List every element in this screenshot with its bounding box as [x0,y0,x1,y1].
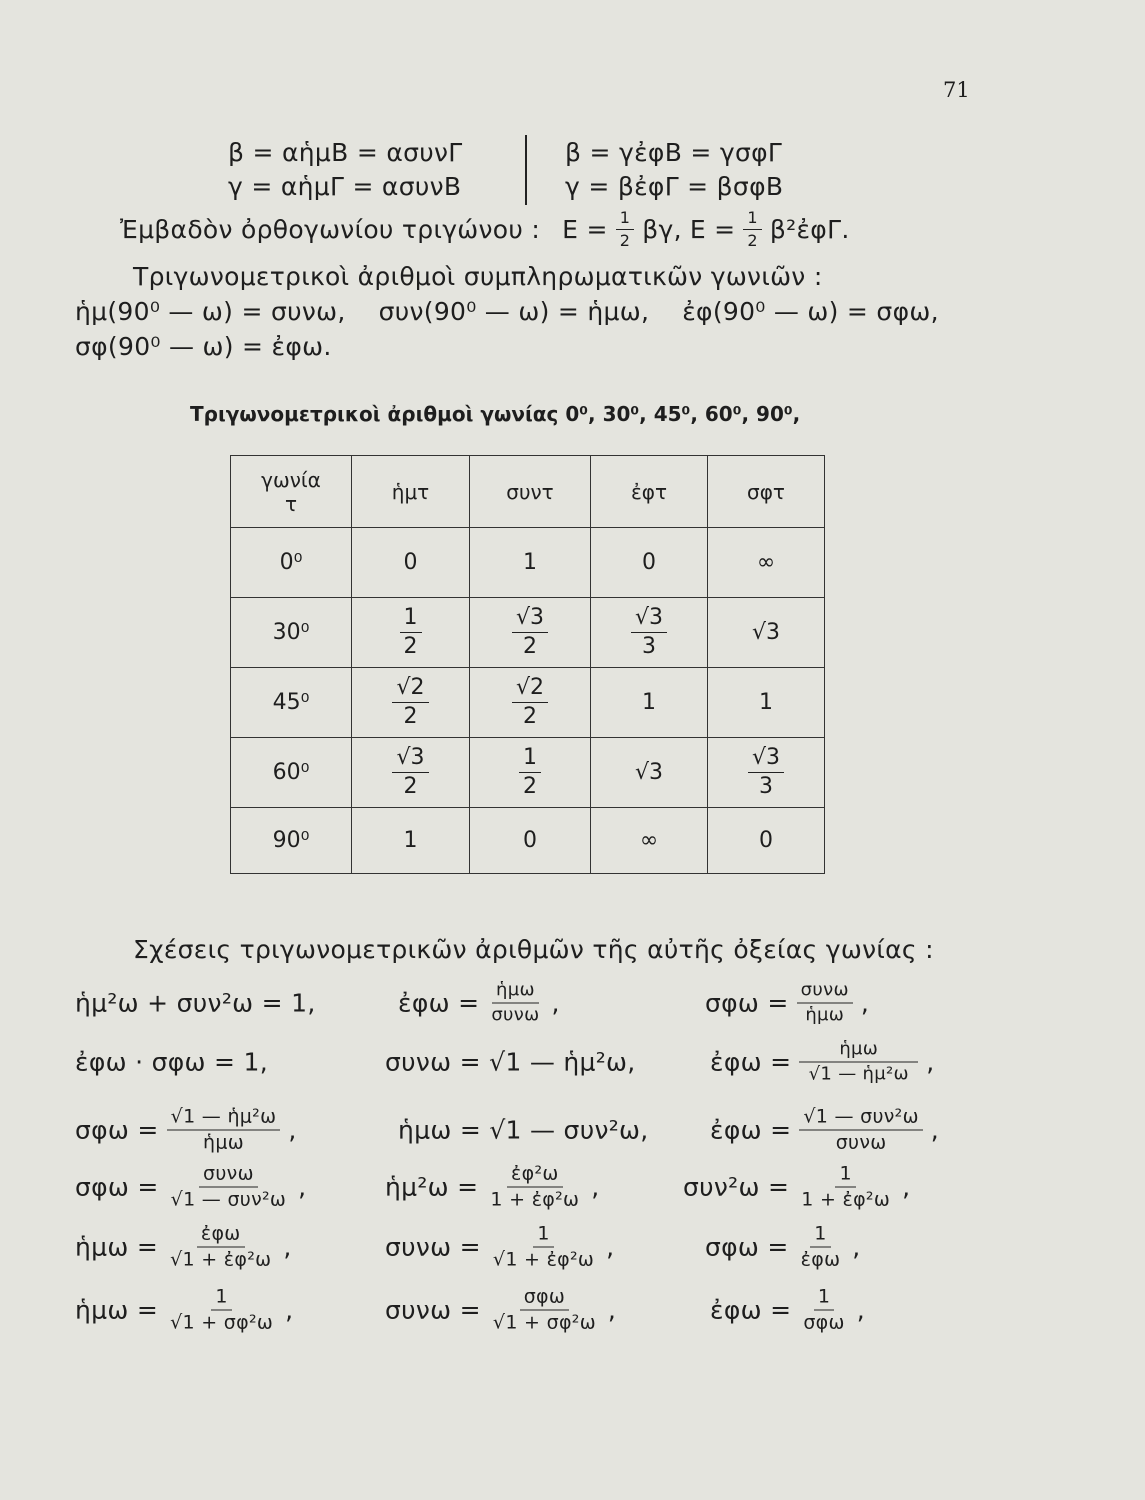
identity-1a: ἡμ²ω + συν²ω = 1, [75,988,316,1018]
identity-6b: συνω = $\frac{\text{σφω}}{\text{√1 + σφ²ω}}$ , [385,1285,617,1334]
identity-6a-lhs: ἡμω = [75,1295,159,1325]
row3-cos-num: 1 [519,747,541,773]
row1-cot: √3 [708,598,825,668]
identity-1b-lhs: ἐφω = [398,988,480,1018]
area-e1-post: βγ, [642,215,682,244]
table-row [231,598,825,668]
identity-1c: σφω = $\frac{\text{συνω}}{\text{ἡμω}}$ , [705,979,870,1026]
table-header-row [231,456,825,528]
area-e1-num: 1 [616,210,634,230]
row0-cos: 1 [470,528,591,598]
row4-cot: 0 [708,808,825,874]
identity-1c-den: ἡμω [805,1004,845,1026]
identity-4a: σφω = $\frac{\text{συνω}}{\text{√1 — συν²ω}}$ , [75,1162,307,1211]
row3-sin-num: √3 [392,747,428,773]
header-sin: ἡμτ [352,456,470,528]
identity-6b-num: σφω [520,1288,569,1311]
row2-tan: 1 [591,668,708,738]
identity-5b-den: √1 + ἐφ²ω [492,1248,595,1271]
identity-5c-den: ἐφω [800,1248,841,1271]
identity-6c-den: σφω [803,1311,845,1334]
identity-5c-num: 1 [810,1225,830,1248]
identity-4a-den: √1 — συν²ω [170,1188,287,1211]
identity-6b-den: √1 + σφ²ω [492,1311,596,1334]
row2-angle: 45⁰ [231,668,352,738]
row3-cos-den: 2 [523,774,537,799]
area-e2-num: 1 [743,210,761,230]
area-e2-pre: Ε = [689,215,736,244]
identity-6a-den: √1 + σφ²ω [170,1311,274,1334]
row3-cot [708,738,825,808]
row4-cos: 0 [470,808,591,874]
header-angle-word: γωνία [261,467,321,492]
identity-4c-lhs: συν²ω = [683,1172,790,1202]
area-label: Ἐμβαδὸν ὀρθογωνίου τριγώνου : [120,215,541,244]
identity-3a: σφω = $\frac{\text{√1 — ἡμ²ω}}{\text{ἡμω}}$ , [75,1105,297,1154]
row2-cos [470,668,591,738]
identity-5a-num: ἐφω [197,1225,245,1248]
identity-2c-den: √1 — ἡμ²ω [808,1063,909,1085]
row1-cos-num: √3 [512,607,548,633]
identity-4b-lhs: ἡμ²ω = [385,1172,479,1202]
identity-5c-lhs: σφω = [705,1232,789,1262]
trig-table [230,455,825,874]
row2-sin-num: √2 [392,677,428,703]
row3-angle: 60⁰ [231,738,352,808]
table-row [231,808,825,874]
complementary-heading: Τριγωνομετρικοὶ ἀριθμοὶ συμπληρωματικῶν γωνιῶν : [133,262,823,291]
row3-tan: √3 [591,738,708,808]
row4-sin: 1 [352,808,470,874]
identity-6c: ἐφω = $\frac{1}{\text{σφω}}$ , [710,1285,865,1334]
row2-cos-den: 2 [522,704,537,729]
row1-tan-den: 3 [641,634,656,659]
identity-3b: ἡμω = √1 — συν²ω, [398,1115,649,1145]
identity-6a: ἡμω = $\frac{1}{\text{√1 + σφ²ω}}$ , [75,1285,294,1334]
row1-cos-den: 2 [522,634,537,659]
header-angle [231,456,352,528]
identity-5a-lhs: ἡμω = [75,1232,159,1262]
complementary-line-2: σφ(90⁰ — ω) = ἐφω. [75,332,332,361]
identity-3a-num: √1 — ἡμ²ω [167,1108,281,1131]
table-row [231,738,825,808]
row4-tan: ∞ [591,808,708,874]
row2-sin-den: 2 [403,704,418,729]
area-e1-den: 2 [619,231,631,250]
identity-1b-den: συνω [491,1004,540,1026]
row4-angle: 90⁰ [231,808,352,874]
identity-4b-den: 1 + ἐφ²ω [490,1188,580,1211]
table-title: Τριγωνομετρικοὶ ἀριθμοὶ γωνίας 0⁰, 30⁰, 45⁰, 60⁰, 90⁰, [190,402,801,426]
identity-6a-num: 1 [211,1288,231,1311]
identity-2c-lhs: ἐφω = [710,1047,792,1077]
row0-angle: 0⁰ [231,528,352,598]
row2-cos-num: √2 [512,677,548,703]
header-angle-symbol: τ [284,491,298,516]
identity-4c-den: 1 + ἐφ²ω [801,1188,891,1211]
header-cot: σφτ [708,456,825,528]
identity-3a-lhs: σφω = [75,1115,159,1145]
identity-5a-den: √1 + ἐφ²ω [170,1248,272,1271]
row1-cos [470,598,591,668]
identity-5b: συνω = $\frac{1}{\text{√1 + ἐφ²ω}}$ , [385,1222,615,1271]
relation-divider [525,135,527,205]
area-e1-pre: Ε = [562,215,608,244]
area-e2-den: 2 [747,231,758,250]
identity-4a-num: συνω [199,1165,258,1188]
area-e2-fraction [743,210,761,249]
identity-6c-lhs: ἐφω = [710,1295,792,1325]
relation-left-1: β = αἡμΒ = ασυνΓ [228,138,463,167]
identity-3c-num: √1 — συν²ω [799,1108,922,1131]
row1-tan-num: √3 [631,607,667,633]
identity-4a-lhs: σφω = [75,1172,159,1202]
row1-tan [591,598,708,668]
row3-cot-num: √3 [748,747,784,773]
identity-6c-num: 1 [814,1288,834,1311]
table-row [231,528,825,598]
relation-right-1: β = γἐφΒ = γσφΓ [565,138,783,167]
row3-cot-den: 3 [758,774,773,799]
identity-1b-num: ἡμω [492,982,539,1004]
row1-sin-num: 1 [400,607,422,633]
table-row [231,668,825,738]
row0-cot: ∞ [708,528,825,598]
identity-1b: ἐφω = $\frac{\text{ἡμω}}{\text{συνω}}$ , [398,979,560,1026]
row1-sin-den: 2 [403,634,418,659]
area-e2-post: β²ἐφΓ. [769,215,850,244]
row2-cot: 1 [708,668,825,738]
row0-sin: 0 [352,528,470,598]
identity-4b-num: ἐφ²ω [507,1165,563,1188]
identity-2c: ἐφω = $\frac{\text{ἡμω}}{\text{√1 — ἡμ²ω}}$ , [710,1038,935,1085]
identity-2b: συνω = √1 — ἡμ²ω, [385,1047,636,1077]
row1-angle: 30⁰ [231,598,352,668]
row1-sin [352,598,470,668]
identity-3c-den: συνω [835,1131,887,1154]
page-number: 71 [943,78,970,102]
identities-heading: Σχέσεις τριγωνομετρικῶν ἀριθμῶν τῆς αὐτῆς ὀξείας γωνίας : [133,935,934,964]
identity-4c-num: 1 [835,1165,855,1188]
identity-1c-lhs: σφω = [705,988,789,1018]
identity-2c-num: ἡμω [799,1041,918,1063]
complementary-line-1: ἡμ(90⁰ — ω) = συνω, συν(90⁰ — ω) = ἡμω, ἐφ(90⁰ — ω) = σφω, [75,297,939,326]
row3-cos [470,738,591,808]
identity-3c-lhs: ἐφω = [710,1115,792,1145]
identity-5a: ἡμω = $\frac{\text{ἐφω}}{\text{√1 + ἐφ²ω}}$ , [75,1222,292,1271]
area-formula [120,210,850,249]
identity-3c: ἐφω = $\frac{\text{√1 — συν²ω}}{\text{συνω}}$ , [710,1105,940,1154]
header-tan: ἐφτ [591,456,708,528]
row2-sin [352,668,470,738]
identity-5b-lhs: συνω = [385,1232,481,1262]
identity-4b: ἡμ²ω = $\frac{\text{ἐφ²ω}}{\text{1 + ἐφ²ω}}$ , [385,1162,600,1211]
relation-right-2: γ = βἐφΓ = βσφΒ [565,172,784,201]
identity-4c: συν²ω = $\frac{1}{\text{1 + ἐφ²ω}}$ , [683,1162,911,1211]
row0-tan: 0 [591,528,708,598]
header-cos: συντ [470,456,591,528]
identity-3a-den: ἡμω [203,1131,244,1154]
identity-5b-num: 1 [533,1225,553,1248]
identity-6b-lhs: συνω = [385,1295,481,1325]
relation-left-2: γ = αἡμΓ = ασυνΒ [228,172,462,201]
identity-1c-num: συνω [797,982,853,1004]
identity-2a: ἐφω · σφω = 1, [75,1047,268,1077]
row3-sin-den: 2 [403,774,418,799]
row3-sin [352,738,470,808]
identity-5c: σφω = $\frac{1}{\text{ἐφω}}$ , [705,1222,861,1271]
area-e1-fraction [616,210,634,249]
